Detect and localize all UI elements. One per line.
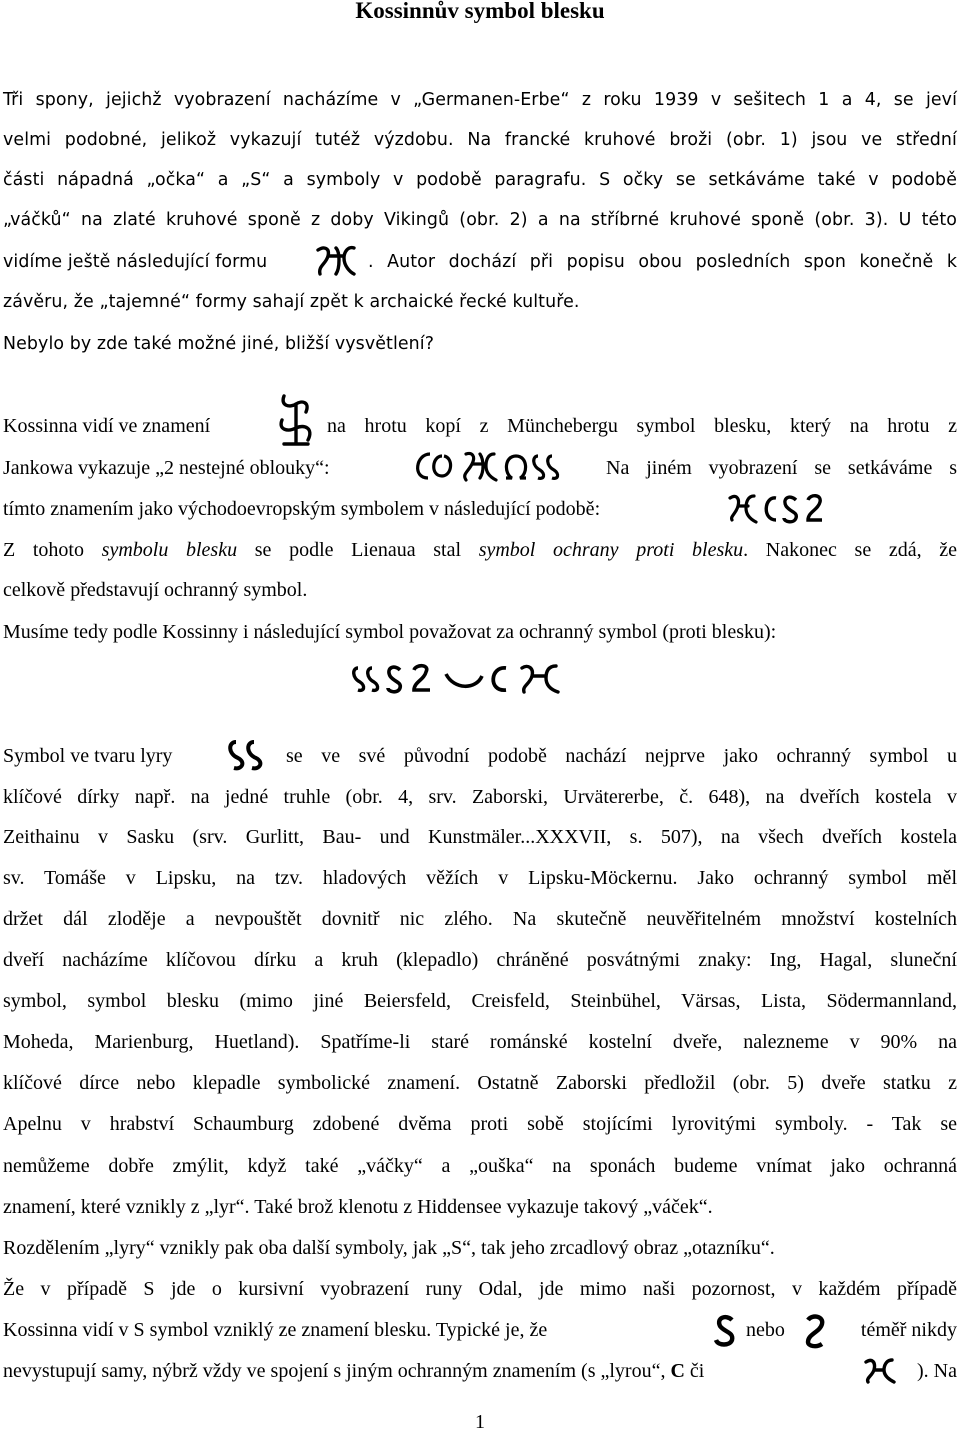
text-fragment: nevystupují samy, nýbrž vždy ve spojení s jiným ochranným znamením (s „lyrou“, <box>3 1360 666 1382</box>
text-line: části nápadná „očka“ a „S“ a symboly v podobě paragrafu. S očky se setkáváme také v podobě <box>3 170 957 190</box>
text-line: znamení, které vznikly z „lyr“. Také brož klenotu z Hiddensee vykazuje takový „váček“. <box>3 1196 713 1218</box>
text-line: Tři spony, jejichž vyobrazení nacházíme v „Germanen-Erbe“ z roku 1939 v sešitech 1 a 4, se jeví <box>3 90 957 110</box>
page-number: 1 <box>475 1411 485 1433</box>
text-line: Rozdělením „lyry“ vznikly pak oba další symboly, jak „S“, tak jeho zrcadlový obraz „otazníku“. <box>3 1237 775 1259</box>
text-line: Že v případě S jde o kursivní vyobrazení runy Odal, jde mimo naši pozornost, v každém případě <box>3 1278 957 1300</box>
protective-symbols-row-image <box>350 660 570 698</box>
text-line <box>3 1357 957 1385</box>
protective-symbols-icon <box>350 660 570 698</box>
lyre-icon <box>226 736 268 774</box>
text-fragment: Symbol ve tvaru lyry <box>3 745 173 767</box>
text-line: na hrotu kopí z Müncheberg​u symbol blesku, který na hrotu z <box>327 415 957 437</box>
text-fragment: vidíme ještě následující formu <box>3 252 268 272</box>
text-fragment-bold: C <box>670 1360 685 1382</box>
hc-glyph-icon <box>862 1356 898 1386</box>
text-line: symbol, symbol blesku (mimo jiné Beiersfeld, Creisfeld, Steinbühel, Värsas, Lista, Södermannland, <box>3 990 957 1012</box>
text-line: téměř nikdy <box>860 1319 957 1341</box>
form-symbol-icon <box>314 244 358 278</box>
text-line: závěru, že „tajemné“ formy sahají zpět k archaické řecké kultuře. <box>3 292 580 312</box>
text-fragment: . Nakonec se zdá, že <box>743 539 958 561</box>
lightning-symbol-image <box>276 390 316 452</box>
text-fragment: Z tohoto <box>3 539 84 561</box>
text-line: nemůžeme dobře zmýlit, když také „váčky“ a „ouška“ na sponách budeme vnímat jako ochranná <box>3 1155 957 1177</box>
text-fragment: se podle Lienaua stal <box>254 539 462 561</box>
jankow-symbols-image <box>408 448 564 484</box>
lightning-sign-icon <box>276 390 316 452</box>
text-fragment: či <box>689 1360 705 1382</box>
text-fragment: Jankowa vykazuje „2 nestejné oblouky“: <box>3 457 330 479</box>
text-line: Zeithainu v Sasku (srv. Gurlitt, Bau- und Kunstmäler...XXXVII, s. 507), na všech dveřích kostela <box>3 826 957 848</box>
text-fragment-italic: symbol ochrany proti blesku <box>478 539 744 561</box>
east-symbols-icon <box>726 490 826 526</box>
text-line: Na jiném vyobrazení se setkáváme s <box>606 457 957 479</box>
lyre-symbol-image <box>226 736 268 774</box>
form-symbol-image <box>314 244 358 278</box>
text-line <box>3 536 957 564</box>
text-line: Moheda, Marienburg, Huetland). Spatříme-li staré románské kostelní dveře, nalezneme v 90% na <box>3 1031 957 1053</box>
text-line: Nebylo by zde také možné jiné, bližší vysvětlení? <box>3 334 435 354</box>
text-line: se ve své původní podobě nachází nejprve jako ochranný symbol u <box>286 745 957 767</box>
text-line: nebo <box>746 1319 785 1341</box>
text-line: . Autor dochází při popisu obou posledních spon konečně k <box>368 252 957 272</box>
text-line: celkově představují ochranný symbol. <box>3 579 308 601</box>
text-fragment-italic: symbolu blesku <box>101 539 238 561</box>
text-line: držet dál zloděje a nevpouštět dovnitř nic zlého. Na skutečně neuvěřitelném množství kostelních <box>3 908 957 930</box>
text-line: klíčové dírce nebo klepadle symbolické znamení. Ostatně Zaborski předložil (obr. 5) dveře statku z <box>3 1072 957 1094</box>
east-european-symbols-image <box>726 490 826 526</box>
text-line: velmi podobné, jelikož vykazují tutéž výzdobu. Na francké kruhové broži (obr. 1) jsou ve střední <box>3 130 957 150</box>
text-line: sv. Tomáše v Lipsku, na tzv. hladových věžích v Lipsku-Möckernu. Jako ochranný symbol měl <box>3 867 957 889</box>
s-glyph-icon <box>712 1312 738 1348</box>
hc-symbol-image <box>862 1356 898 1386</box>
arcs-symbols-icon <box>408 448 564 484</box>
text-line: „váčků“ na zlaté kruhové sponě z doby Vikingů (obr. 2) a na stříbrné kruhové sponě (obr. 3). U této <box>3 210 957 230</box>
text-line: Apelnu v hrabství Schaumburg zdobené dvěma proti sobě stojícími lyrovitými symboly. - Tak se <box>3 1113 957 1135</box>
text-line: klíčové dírky např. na jedné truhle (obr. 4, srv. Zaborski, Urvätererbe, č. 648), na dveřích kostela v <box>3 786 957 808</box>
s-symbol-image <box>712 1312 738 1348</box>
text-fragment: Kossinna vidí v S symbol vzniklý ze znamení blesku. Typické je, že <box>3 1319 548 1341</box>
text-fragment: Kossinna vidí ve znamení <box>3 415 211 437</box>
text-fragment: tímto znamením jako východoevropským symbolem v následující podobě: <box>3 498 601 520</box>
page-title: Kossinnův symbol blesku <box>355 0 605 23</box>
reversed-s-glyph-icon <box>802 1312 828 1350</box>
reversed-s-symbol-image <box>802 1312 828 1350</box>
text-line: Musíme tedy podle Kossinny i následující symbol považovat za ochranný symbol (proti blesku): <box>3 621 777 643</box>
text-line: ). Na <box>917 1360 957 1382</box>
text-line: dveří nacházíme klíčovou dírku a kruh (klepadlo) chráněné posvátnými znaky: Ing, Hagal, sluneční <box>3 949 957 971</box>
